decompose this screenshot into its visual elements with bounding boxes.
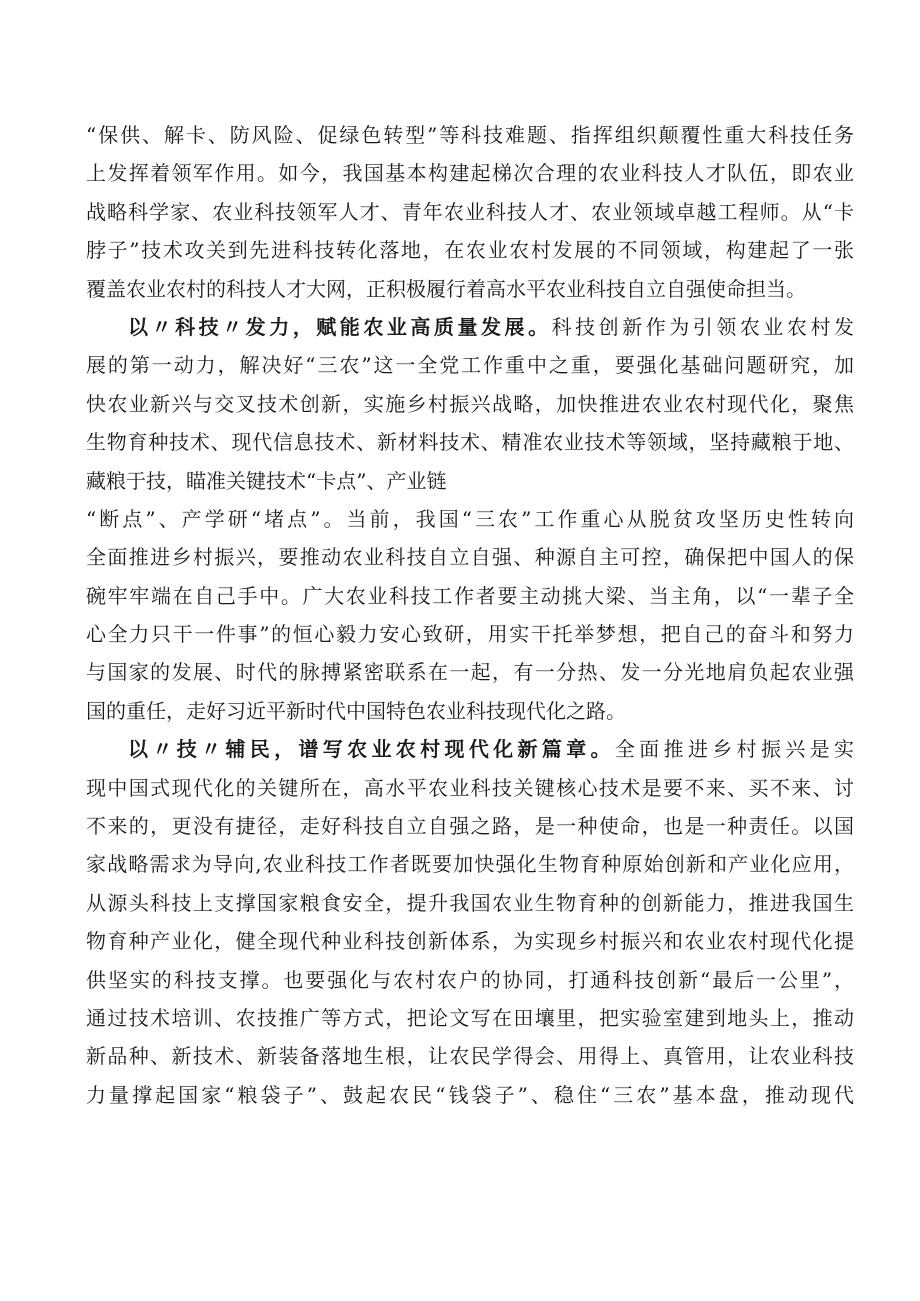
paragraph-1-line-5: 覆盖农业农村的科技人才大网，正积极履行着高水平农业科技自立自强使命担当。 xyxy=(86,276,806,301)
paragraph-2-line-3: 快农业新兴与交叉技术创新，实施乡村振兴战略，加快推进农业农村现代化，聚焦 xyxy=(86,391,854,416)
paragraph-4-line-7: 供坚实的科技支撑。也要强化与农村农户的协同，打通科技创新“最后一公里”， xyxy=(86,967,854,992)
paragraph-4-line-4: 家战略需求为导向,农业科技工作者既要加快强化生物育种原始创新和产业化应用， xyxy=(86,852,854,877)
paragraph-4-line-8: 通过技术培训、农技推广等方式，把论文写在田壤里，把实验室建到地头上，推动 xyxy=(86,1005,854,1030)
paragraph-4-line-9: 新品种、新技术、新装备落地生根，让农民学得会、用得上、真管用，让农业科技 xyxy=(86,1044,854,1069)
paragraph-3-line-6: 国的重任，走好习近平新时代中国特色农业科技现代化之路。 xyxy=(86,698,626,723)
paragraph-2-line-2: 展的第一动力，解决好“三农”这一全党工作重中之重，要强化基础问题研究，加 xyxy=(86,353,854,378)
paragraph-4-line-3: 不来的，更没有捷径，走好科技自立自强之路，是一种使命，也是一种责任。以国 xyxy=(86,814,854,839)
paragraph-3-line-5: 与国家的发展、时代的脉搏紧密联系在一起，有一分热、发一分光地肩负起农业强 xyxy=(86,660,854,685)
paragraph-3-line-3: 碗牢牢端在自己手中。广大农业科技工作者要主动挑大梁、当主角，以“一辈子全 xyxy=(86,583,854,608)
paragraph-4-heading: 以〃技〃辅民，谱写农业农村现代化新篇章。 xyxy=(128,737,615,762)
paragraph-4-line-2: 现中国式现代化的关键所在，高水平农业科技关键核心技术是要不来、买不来、讨 xyxy=(86,775,854,800)
paragraph-4-line-5: 从源头科技上支撑国家粮食安全，提升我国农业生物育种的创新能力，推进我国生 xyxy=(86,890,854,915)
paragraph-1-line-4: 脖子”技术攻关到先进科技转化落地，在农业农村发展的不同领域，构建起了一张 xyxy=(86,238,854,263)
paragraph-4-line-10: 力量撑起国家“粮袋子”、鼓起农民“钱袋子”、稳住“三农”基本盘，推动现代 xyxy=(86,1082,854,1107)
paragraph-2-line-5: 藏粮于技，瞄准关键技术“卡点”、产业链 xyxy=(86,468,447,493)
paragraph-1-line-1: “保供、解卡、防风险、促绿色转型”等科技难题、指挥组织颠覆性重大科技任务 xyxy=(86,123,854,147)
paragraph-4-line-1 xyxy=(86,730,854,768)
paragraph-3-line-4: 心全力只干一件事”的恒心毅力安心致研，用实干托举梦想，把自己的奋斗和努力 xyxy=(86,622,854,647)
paragraph-3-line-1: “断点”、产学研“堵点”。当前，我国“三农”工作重心从脱贫攻坚历史性转向 xyxy=(86,506,854,531)
paragraph-2-first-line-rest: 科技创新作为引领农业农村发 xyxy=(551,314,854,339)
document-body xyxy=(86,116,854,1114)
paragraph-3-line-2: 全面推进乡村振兴，要推动农业科技自立自强、种源自主可控，确保把中国人的保 xyxy=(86,545,854,570)
paragraph-4-line-6: 物育种产业化，健全现代种业科技创新体系，为实现乡村振兴和农业农村现代化提 xyxy=(86,929,854,954)
paragraph-2-line-4: 生物育种技术、现代信息技术、新材料技术、精准农业技术等领域，坚持藏粮于地、 xyxy=(86,430,854,455)
paragraph-2-line-1 xyxy=(86,308,854,346)
paragraph-1-line-3: 战略科学家、农业科技领军人才、青年农业科技人才、农业领域卓越工程师。从“卡 xyxy=(86,199,854,224)
paragraph-1-line-2: 上发挥着领军作用。如今，我国基本构建起梯次合理的农业科技人才队伍，即农业 xyxy=(86,161,854,186)
paragraph-2-heading: 以〃科技〃发力，赋能农业高质量发展。 xyxy=(128,314,552,339)
paragraph-4-first-line-rest: 全面推进乡村振兴是实 xyxy=(614,737,854,762)
